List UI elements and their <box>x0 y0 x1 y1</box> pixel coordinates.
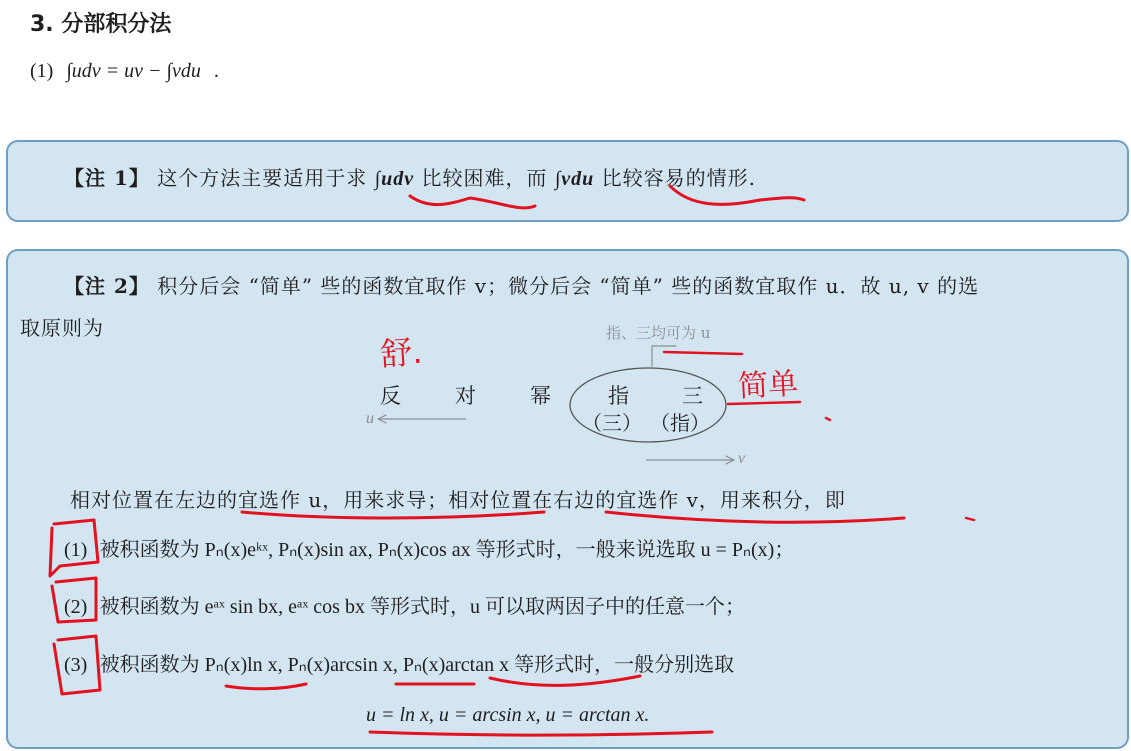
note1-tag: 【注 1】 <box>64 166 150 190</box>
note1-integral-vdu: ∫vdu <box>554 168 595 190</box>
case-2-text: 被积函数为 eᵃˣ sin bx, eᵃˣ cos bx 等形式时，u 可以取两因子中的任意一个； <box>99 596 745 618</box>
formula-line <box>30 60 219 83</box>
note1-line <box>64 162 756 191</box>
diagram-paren-san: （三） <box>582 411 642 435</box>
diagram-item-dui: 对 <box>455 384 476 408</box>
case-3-number: (3) <box>64 654 88 676</box>
handwriting-right: 简单 <box>737 366 800 405</box>
case-1 <box>64 533 794 562</box>
case-3 <box>64 648 734 677</box>
diagram-top-note: 指、三均可为 u <box>606 324 711 342</box>
note2-line1 <box>64 270 979 299</box>
note1-integral-udv: ∫udv <box>374 168 415 190</box>
case-2-number: (2) <box>64 596 88 618</box>
formula-label: (1) <box>30 60 54 82</box>
section-title: 3. 分部积分法 <box>30 12 172 37</box>
note1-text-b: 比较困难，而 <box>421 166 548 190</box>
note1-text-c: 比较容易的情形. <box>601 166 757 190</box>
final-formula: u = ln x, u = arcsin x, u = arctan x. <box>366 704 650 726</box>
handwriting-left: 舒. <box>378 332 424 374</box>
case-1-text: 被积函数为 Pₙ(x)eᵏˣ, Pₙ(x)sin ax, Pₙ(x)cos ax 等形式时，一般来说选取 u = Pₙ(x)； <box>99 539 795 561</box>
formula-period: . <box>213 60 219 82</box>
case-1-number: (1) <box>64 539 88 561</box>
formula-integration-by-parts: ∫udv = uv − ∫vdu <box>66 60 201 82</box>
diagram-arrow-v-label: v <box>738 450 746 467</box>
diagram-item-fan: 反 <box>380 384 401 408</box>
diagram-item-san: 三 <box>682 384 703 408</box>
case-2 <box>64 590 745 619</box>
rule-text: 相对位置在左边的宜选作 u，用来求导；相对位置在右边的宜选作 v，用来积分，即 <box>70 488 846 512</box>
diagram-paren-zhi: （指） <box>650 411 710 435</box>
diagram-arrow-u-label: u <box>366 410 374 427</box>
note2-tag: 【注 2】 <box>64 274 150 298</box>
note1-text-a: 这个方法主要适用于求 <box>157 166 368 190</box>
case-3-text: 被积函数为 Pₙ(x)ln x, Pₙ(x)arcsin x, Pₙ(x)arctan x 等形式时，一般分别选取 <box>99 654 735 676</box>
diagram-item-mi: 幂 <box>530 384 551 408</box>
diagram-item-zhi: 指 <box>608 384 629 408</box>
note2-text-line1: 积分后会 “简单” 些的函数宜取作 v；微分后会 “简单” 些的函数宜取作 u．故 u, v 的选 <box>157 274 980 298</box>
note2-text-line2: 取原则为 <box>20 316 104 340</box>
